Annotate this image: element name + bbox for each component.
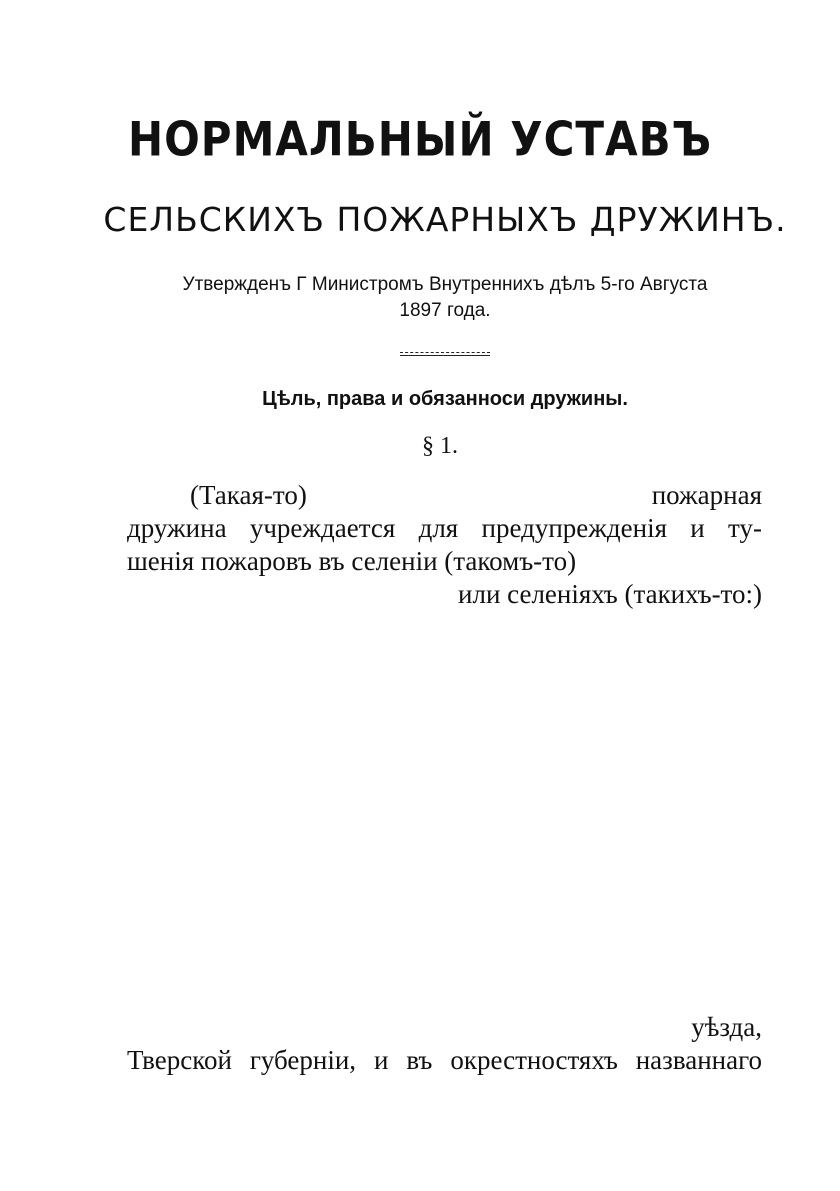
approval-line-2: 1897 года. xyxy=(399,300,491,321)
text-line-5: уѣзда, xyxy=(691,1012,762,1042)
approval-note xyxy=(0,272,840,324)
text-word: названнаго xyxy=(635,1045,762,1075)
text-line-1-right: пожарная xyxy=(651,480,762,510)
section-heading: Цѣль, права и обязанноси дружины. xyxy=(262,388,628,410)
document-title: НОРМАЛЬНЫЙ УСТАВЪ xyxy=(127,112,713,167)
approval-line-1: Утвержденъ Г Министромъ Внутреннихъ дѣлъ 5-го Августа xyxy=(182,274,708,295)
text-word: и xyxy=(690,513,705,543)
text-word: предупрежденія xyxy=(481,513,668,543)
text-word: окрестностяхъ xyxy=(450,1045,618,1075)
text-line-2 xyxy=(127,513,762,544)
text-word: дружина xyxy=(127,513,227,543)
text-word: губерніи, xyxy=(249,1045,357,1075)
text-line-1-left: (Такая-то) xyxy=(190,480,307,510)
text-word: для xyxy=(418,513,459,543)
text-line-4: или селеніяхъ (такихъ-то:) xyxy=(458,579,762,609)
text-word: и xyxy=(373,1045,389,1075)
text-word: Тверской xyxy=(127,1045,232,1075)
text-line-6 xyxy=(127,1045,762,1076)
text-word: въ xyxy=(406,1045,433,1075)
text-word: ту- xyxy=(728,513,762,543)
section-divider xyxy=(400,352,490,356)
paragraph-number: § 1. xyxy=(422,433,458,459)
text-line-3: шенія пожаровъ въ селеніи (такомъ-то) xyxy=(127,546,577,576)
text-word: учреждается xyxy=(249,513,396,543)
document-subtitle: СЕЛЬСКИХЪ ПОЖАРНЫХЪ ДРУЖИНЪ. xyxy=(103,200,787,239)
